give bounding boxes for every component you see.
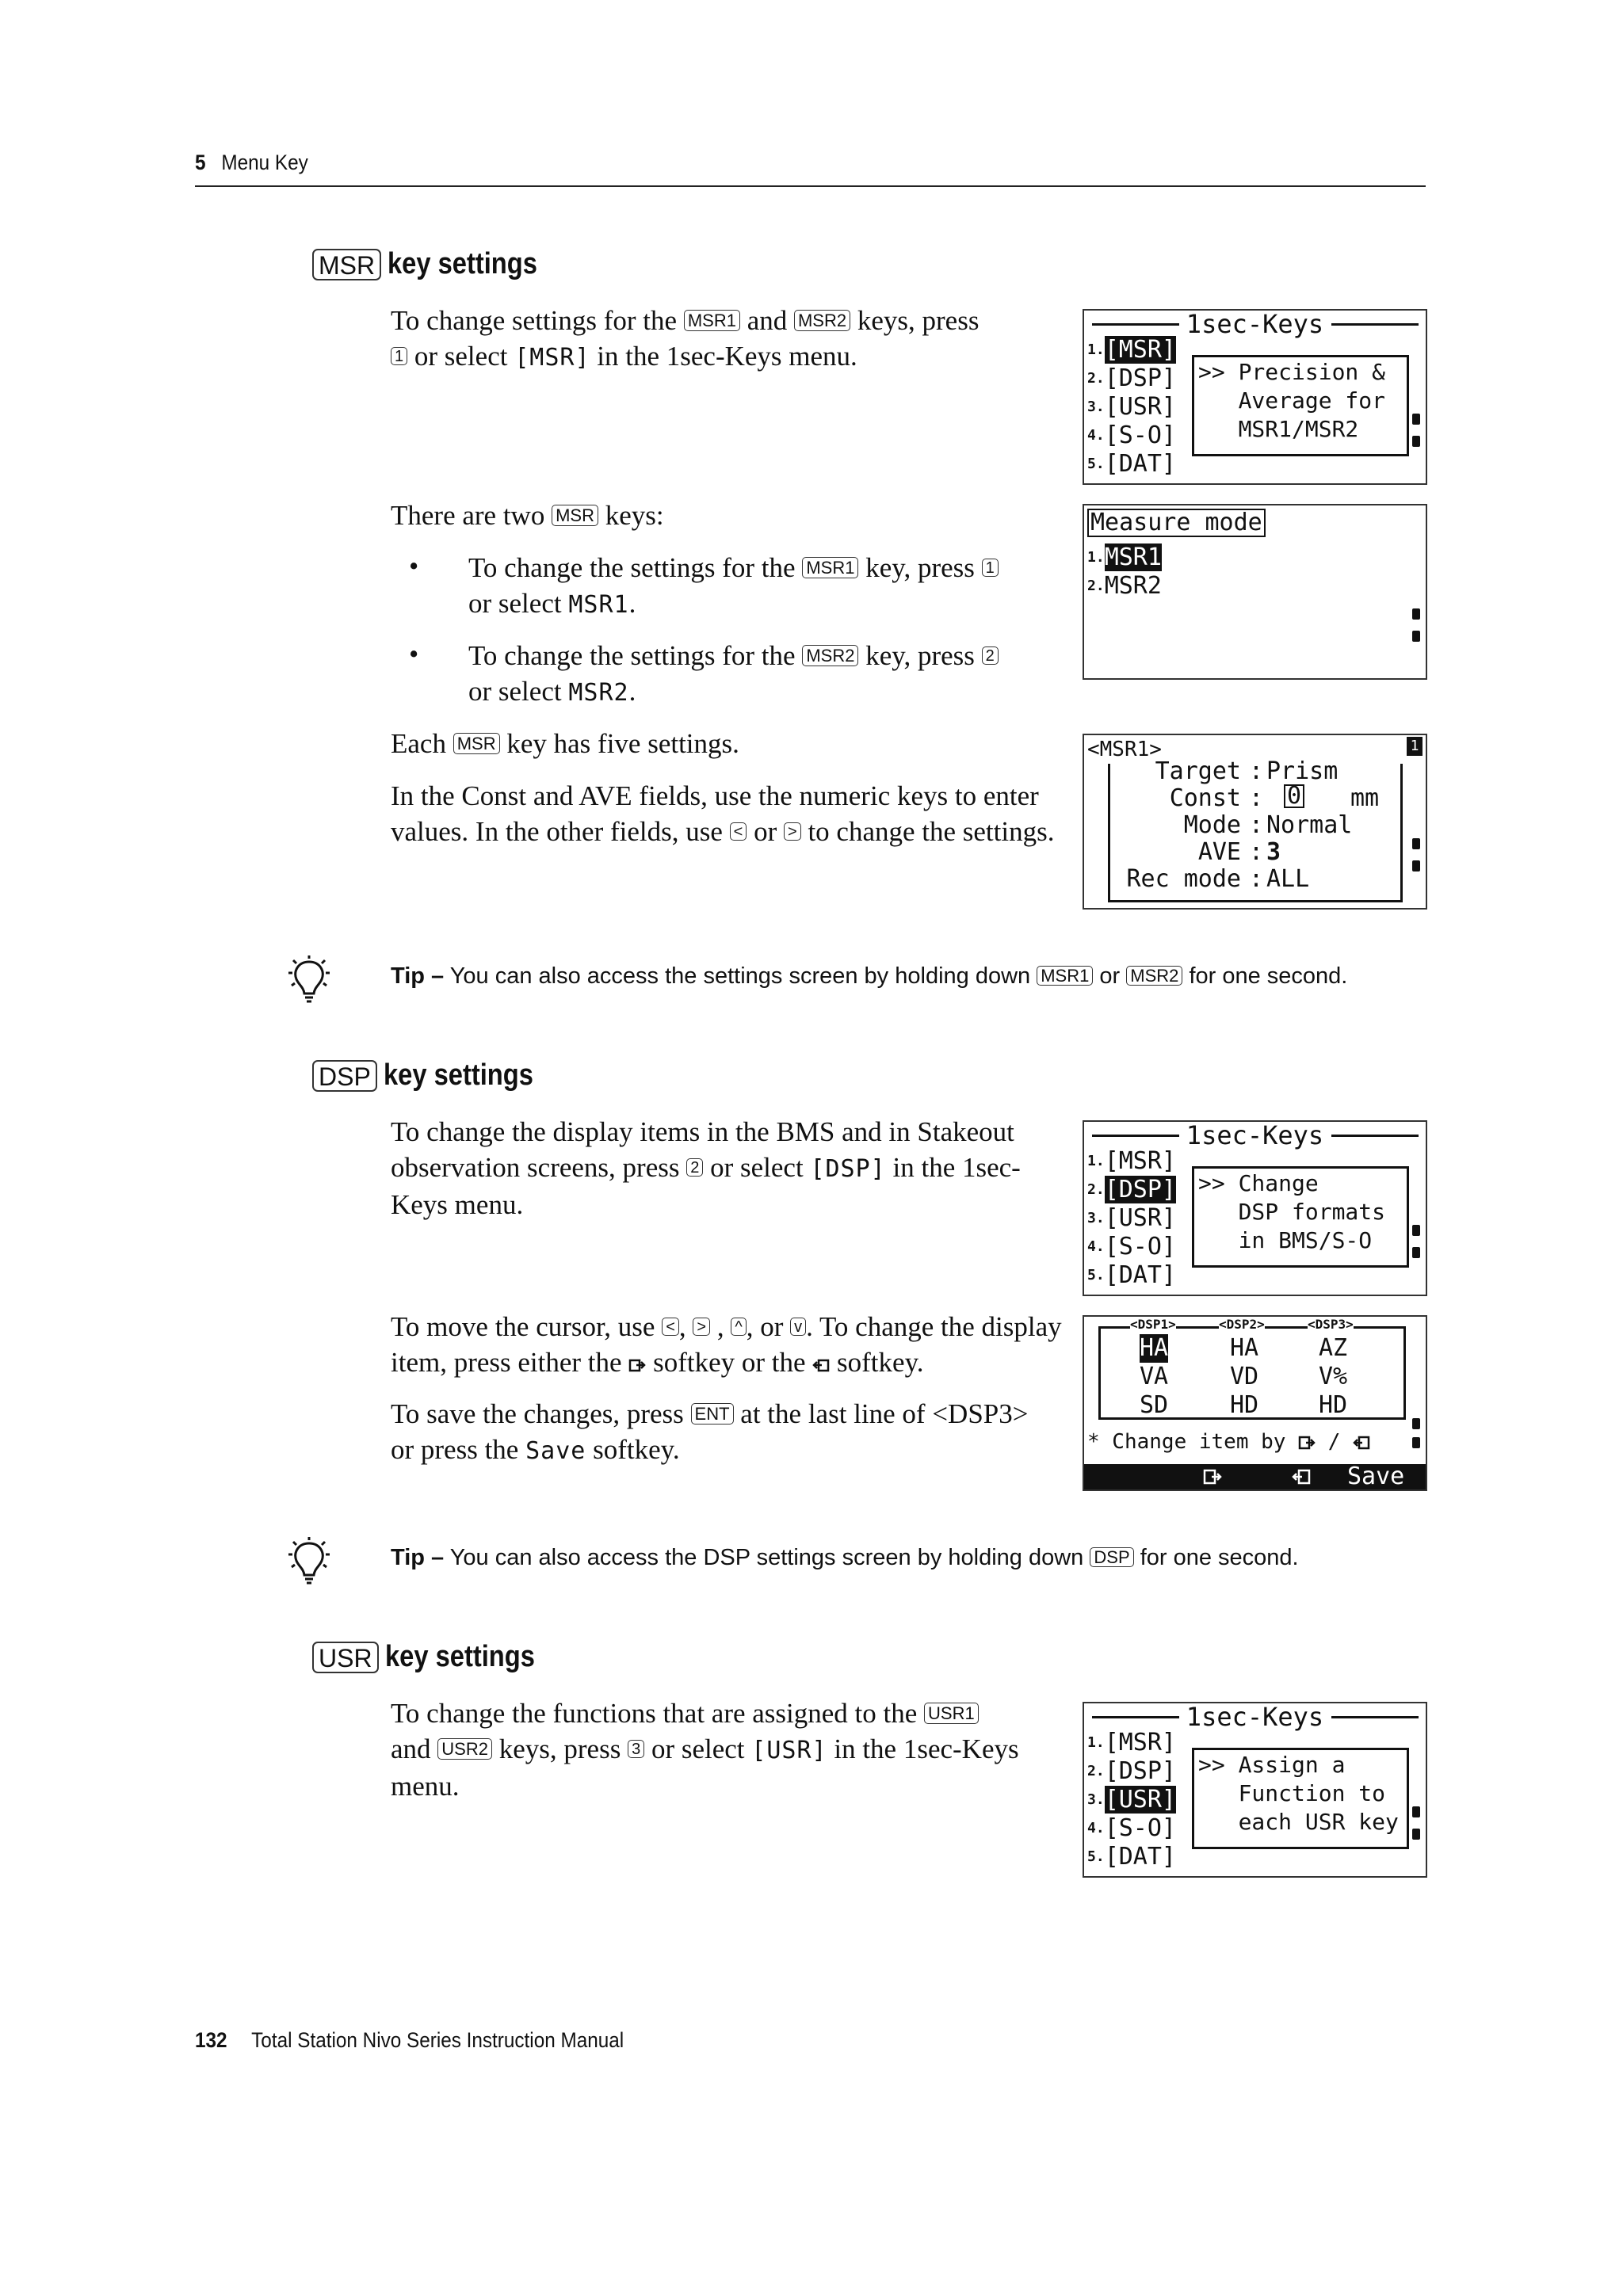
msr-paragraph-1: To change settings for the MSR1 and MSR2 keys, press 1 or select [MSR] in the 1sec-Keys menu.	[391, 305, 980, 372]
msr-key: MSR	[552, 505, 598, 526]
selected-item: HA	[1140, 1334, 1169, 1362]
lcd-msr1-settings: <MSR1> 1 Target : Prism Const : 0 mm Mode : Normal AVE : 3 Rec mode : ALL	[1083, 734, 1427, 910]
msr-paragraph-3: Each MSR key has five settings.	[391, 728, 739, 759]
battery-icon	[1412, 1806, 1420, 1817]
msr2-key: MSR2	[794, 310, 850, 331]
menu-item-msr: [MSR]	[1104, 336, 1176, 364]
menu-item-dsp: [DSP]	[1104, 364, 1176, 392]
previous-item-icon	[1353, 1434, 1370, 1451]
usr-section-heading	[312, 1640, 559, 1674]
menu-item-dat: [DAT]	[1104, 450, 1176, 478]
lcd-title: <MSR1>	[1087, 738, 1162, 761]
heading-text: key settings	[384, 1640, 535, 1673]
battery-icon	[1412, 631, 1420, 642]
previous-item-icon	[812, 1357, 830, 1373]
lcd-1sec-keys-msr: 1sec-Keys $^{1.}$[MSR] $^{2.}$[DSP] $^{3.}$[USR] $^{4.}$[S-O] $^{5.}$[DAT] >> Precision & Average for MSR1/MSR2	[1083, 309, 1427, 485]
battery-icon	[1412, 1829, 1420, 1840]
next-item-icon	[1298, 1434, 1316, 1451]
msr2-key: MSR2	[802, 645, 858, 666]
battery-icon	[1412, 1247, 1420, 1258]
next-item-icon	[628, 1357, 646, 1373]
battery-icon	[1412, 1418, 1420, 1429]
tip-label: Tip –	[391, 963, 445, 989]
menu-item-msr2: MSR2	[1104, 572, 1162, 600]
lightbulb-icon	[284, 1537, 334, 1589]
lcd-title: 1sec-Keys	[1186, 309, 1324, 339]
msr1-key: MSR1	[802, 557, 858, 578]
tip-label: Tip –	[391, 1545, 445, 1570]
lcd-1sec-keys-usr: 1sec-Keys $^{1.}$[MSR] $^{2.}$[DSP] $^{3.}$[USR] $^{4.}$[S-O] $^{5.}$[DAT] >> Assign a Function to each USR key	[1083, 1702, 1427, 1878]
key-2: 2	[982, 646, 999, 665]
msr1-key: MSR1	[684, 310, 740, 331]
right-arrow-key: >	[693, 1318, 710, 1336]
msr-paragraph-2: There are two MSR keys:	[391, 500, 664, 531]
key-1: 1	[982, 559, 999, 577]
running-header	[195, 151, 308, 175]
key-1: 1	[391, 347, 407, 365]
menu-item-msr1: MSR1	[1104, 543, 1162, 571]
heading-text: key settings	[383, 1058, 533, 1092]
previous-item-softkey-icon[interactable]	[1292, 1467, 1311, 1486]
battery-icon	[1412, 414, 1420, 425]
header-rule	[195, 185, 1426, 187]
lightbulb-icon	[284, 955, 334, 1008]
battery-icon	[1412, 860, 1420, 871]
dsp-tip: Tip – You can also access the DSP settings screen by holding down DSP for one second.	[391, 1545, 1299, 1570]
key-3: 3	[628, 1740, 644, 1758]
msr-key: MSR	[453, 733, 500, 754]
usr-paragraph-1: To change the functions that are assigned to the USR1 and USR2 keys, press 3 or select [USR] in the 1sec-Keys menu.	[391, 1698, 1019, 1802]
dsp-paragraph-1: To change the display items in the BMS and in Stakeout observation screens, press 2 or select [DSP] in the 1sec-Keys menu.	[391, 1116, 1021, 1220]
msr1-key: MSR1	[1037, 966, 1093, 986]
usr-key: USR	[312, 1642, 379, 1673]
msr-bullet-1: To change the settings for the MSR1 key, press 1 or select MSR1.	[468, 550, 1071, 623]
heading-text: key settings	[388, 247, 538, 280]
running-footer	[195, 2028, 624, 2053]
msr-key: MSR	[312, 249, 381, 280]
left-arrow-key: <	[662, 1318, 679, 1336]
ent-key: ENT	[691, 1403, 734, 1425]
menu-item-usr: [USR]	[1104, 393, 1176, 421]
battery-icon	[1412, 1437, 1420, 1448]
page-indicator: 1	[1407, 737, 1423, 756]
dsp-section-heading	[312, 1058, 557, 1093]
down-arrow-key: v	[790, 1318, 806, 1336]
usr1-key: USR1	[924, 1703, 979, 1724]
lcd-1sec-keys-dsp: 1sec-Keys $^{1.}$[MSR] $^{2.}$[DSP] $^{3.}$[USR] $^{4.}$[S-O] $^{5.}$[DAT] >> Change DSP formats in BMS/S-O	[1083, 1120, 1427, 1296]
battery-icon	[1412, 436, 1420, 447]
lcd-measure-mode: Measure mode $^{1.}$MSR1 $^{2.}$MSR2	[1083, 504, 1427, 680]
key-2: 2	[686, 1158, 703, 1177]
next-item-softkey-icon[interactable]	[1203, 1467, 1222, 1486]
manual-title: Total Station Nivo Series Instruction Manual	[251, 2028, 624, 2052]
left-arrow-key: <	[730, 822, 747, 841]
menu-item-so: [S-O]	[1104, 421, 1176, 449]
page-number: 132	[195, 2028, 227, 2052]
save-softkey[interactable]: Save	[1347, 1463, 1405, 1490]
dsp-paragraph-3: To save the changes, press ENT at the last line of <DSP3> or press the Save softkey.	[391, 1398, 1029, 1465]
menu-code: [MSR]	[514, 344, 590, 372]
bullet-marker: •	[409, 639, 419, 669]
dsp-paragraph-2: To move the cursor, use < , > , ^ , or v . To change the display item, press either the softkey or the softkey.	[391, 1311, 1062, 1378]
msr-bullet-2: To change the settings for the MSR2 key, press 2 or select MSR2.	[468, 638, 1071, 711]
battery-icon	[1412, 608, 1420, 620]
dsp-key: DSP	[1090, 1547, 1133, 1567]
chapter-number: 5	[195, 151, 206, 174]
lcd-title: Measure mode	[1087, 509, 1266, 537]
lcd-dsp-settings: <DSP1> <DSP2> <DSP3> HA HA AZ VA VD V% SD HD HD * Change item by / Save	[1083, 1315, 1427, 1491]
up-arrow-key: ^	[731, 1318, 746, 1336]
chapter-title: Menu Key	[221, 151, 308, 174]
battery-icon	[1412, 1225, 1420, 1236]
msr-tip: Tip – You can also access the settings screen by holding down MSR1 or MSR2 for one second.	[391, 963, 1348, 989]
msr-section-heading	[312, 247, 562, 281]
right-arrow-key: >	[784, 822, 801, 841]
battery-icon	[1412, 838, 1420, 849]
bullet-marker: •	[409, 551, 419, 582]
dsp-key: DSP	[312, 1060, 377, 1092]
msr2-key: MSR2	[1126, 966, 1182, 986]
msr-paragraph-4: In the Const and AVE fields, use the numeric keys to enter values. In the other fields, use < or > to change the settings.	[391, 780, 1055, 847]
usr2-key: USR2	[437, 1738, 492, 1760]
